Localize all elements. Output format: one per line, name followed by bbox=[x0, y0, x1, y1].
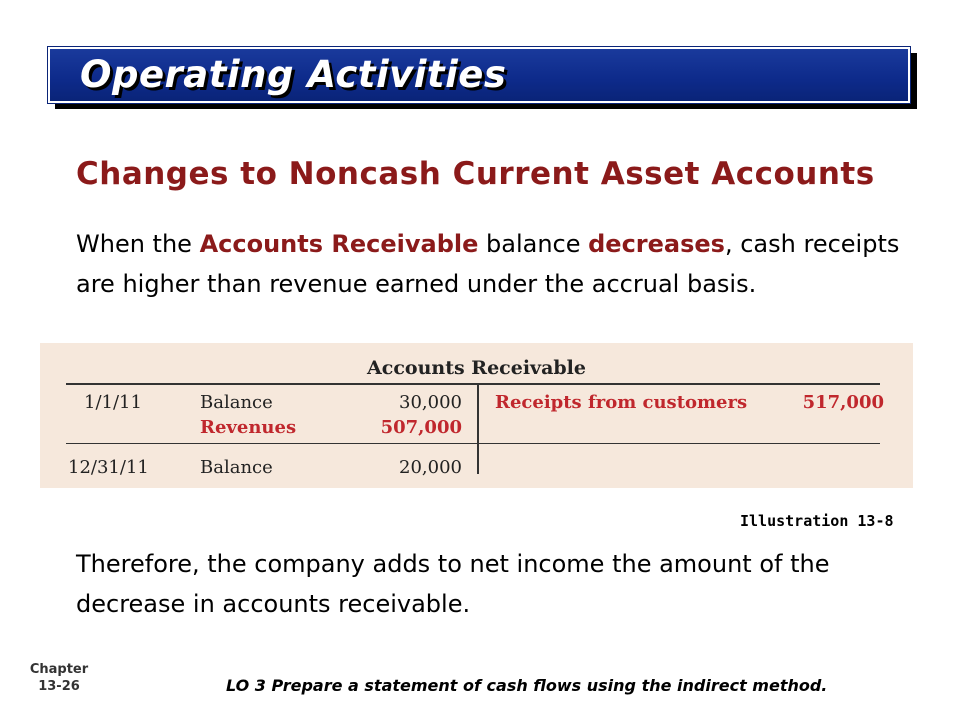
para-text: balance bbox=[478, 230, 589, 258]
ledger-title: Accounts Receivable bbox=[367, 357, 586, 379]
explanation-paragraph bbox=[76, 224, 916, 304]
ledger-amount: 20,000 bbox=[399, 457, 462, 478]
ledger-amount: 517,000 bbox=[802, 392, 884, 413]
illustration-caption: Illustration 13-8 bbox=[740, 512, 894, 530]
ledger-label: Revenues bbox=[200, 417, 297, 438]
ledger-label: Balance bbox=[200, 457, 273, 478]
ledger-divider bbox=[477, 384, 479, 474]
slide-title: Operating Activities bbox=[80, 53, 507, 96]
ledger-label: Balance bbox=[200, 392, 273, 413]
ledger-amount: 30,000 bbox=[399, 392, 462, 413]
highlight-decreases: decreases bbox=[588, 230, 725, 258]
slide-subtitle: Changes to Noncash Current Asset Accounts bbox=[76, 156, 875, 192]
ledger-subtotal-rule bbox=[66, 443, 880, 444]
chapter-number: 13-26 bbox=[38, 679, 80, 694]
highlight-accounts-receivable: Accounts Receivable bbox=[199, 230, 479, 258]
chapter-label bbox=[24, 661, 94, 695]
ledger-amount: 507,000 bbox=[380, 417, 462, 438]
learning-objective: LO 3 Prepare a statement of cash flows using the indirect method. bbox=[226, 676, 828, 695]
conclusion-paragraph: Therefore, the company adds to net income the amount of the decrease in accounts receivable. bbox=[76, 550, 830, 618]
title-bar bbox=[48, 47, 910, 103]
ledger-date: 12/31/11 bbox=[68, 457, 149, 478]
ledger-date: 1/1/11 bbox=[84, 392, 142, 413]
ledger-top-rule bbox=[66, 383, 880, 385]
t-account-ledger bbox=[40, 343, 913, 488]
para-text: When the bbox=[76, 230, 200, 258]
para-text: , cash receipts are higher than revenue earned under the accrual basis. bbox=[76, 230, 900, 298]
ledger-label: Receipts from customers bbox=[495, 392, 748, 413]
chapter-line: Chapter bbox=[29, 662, 89, 677]
